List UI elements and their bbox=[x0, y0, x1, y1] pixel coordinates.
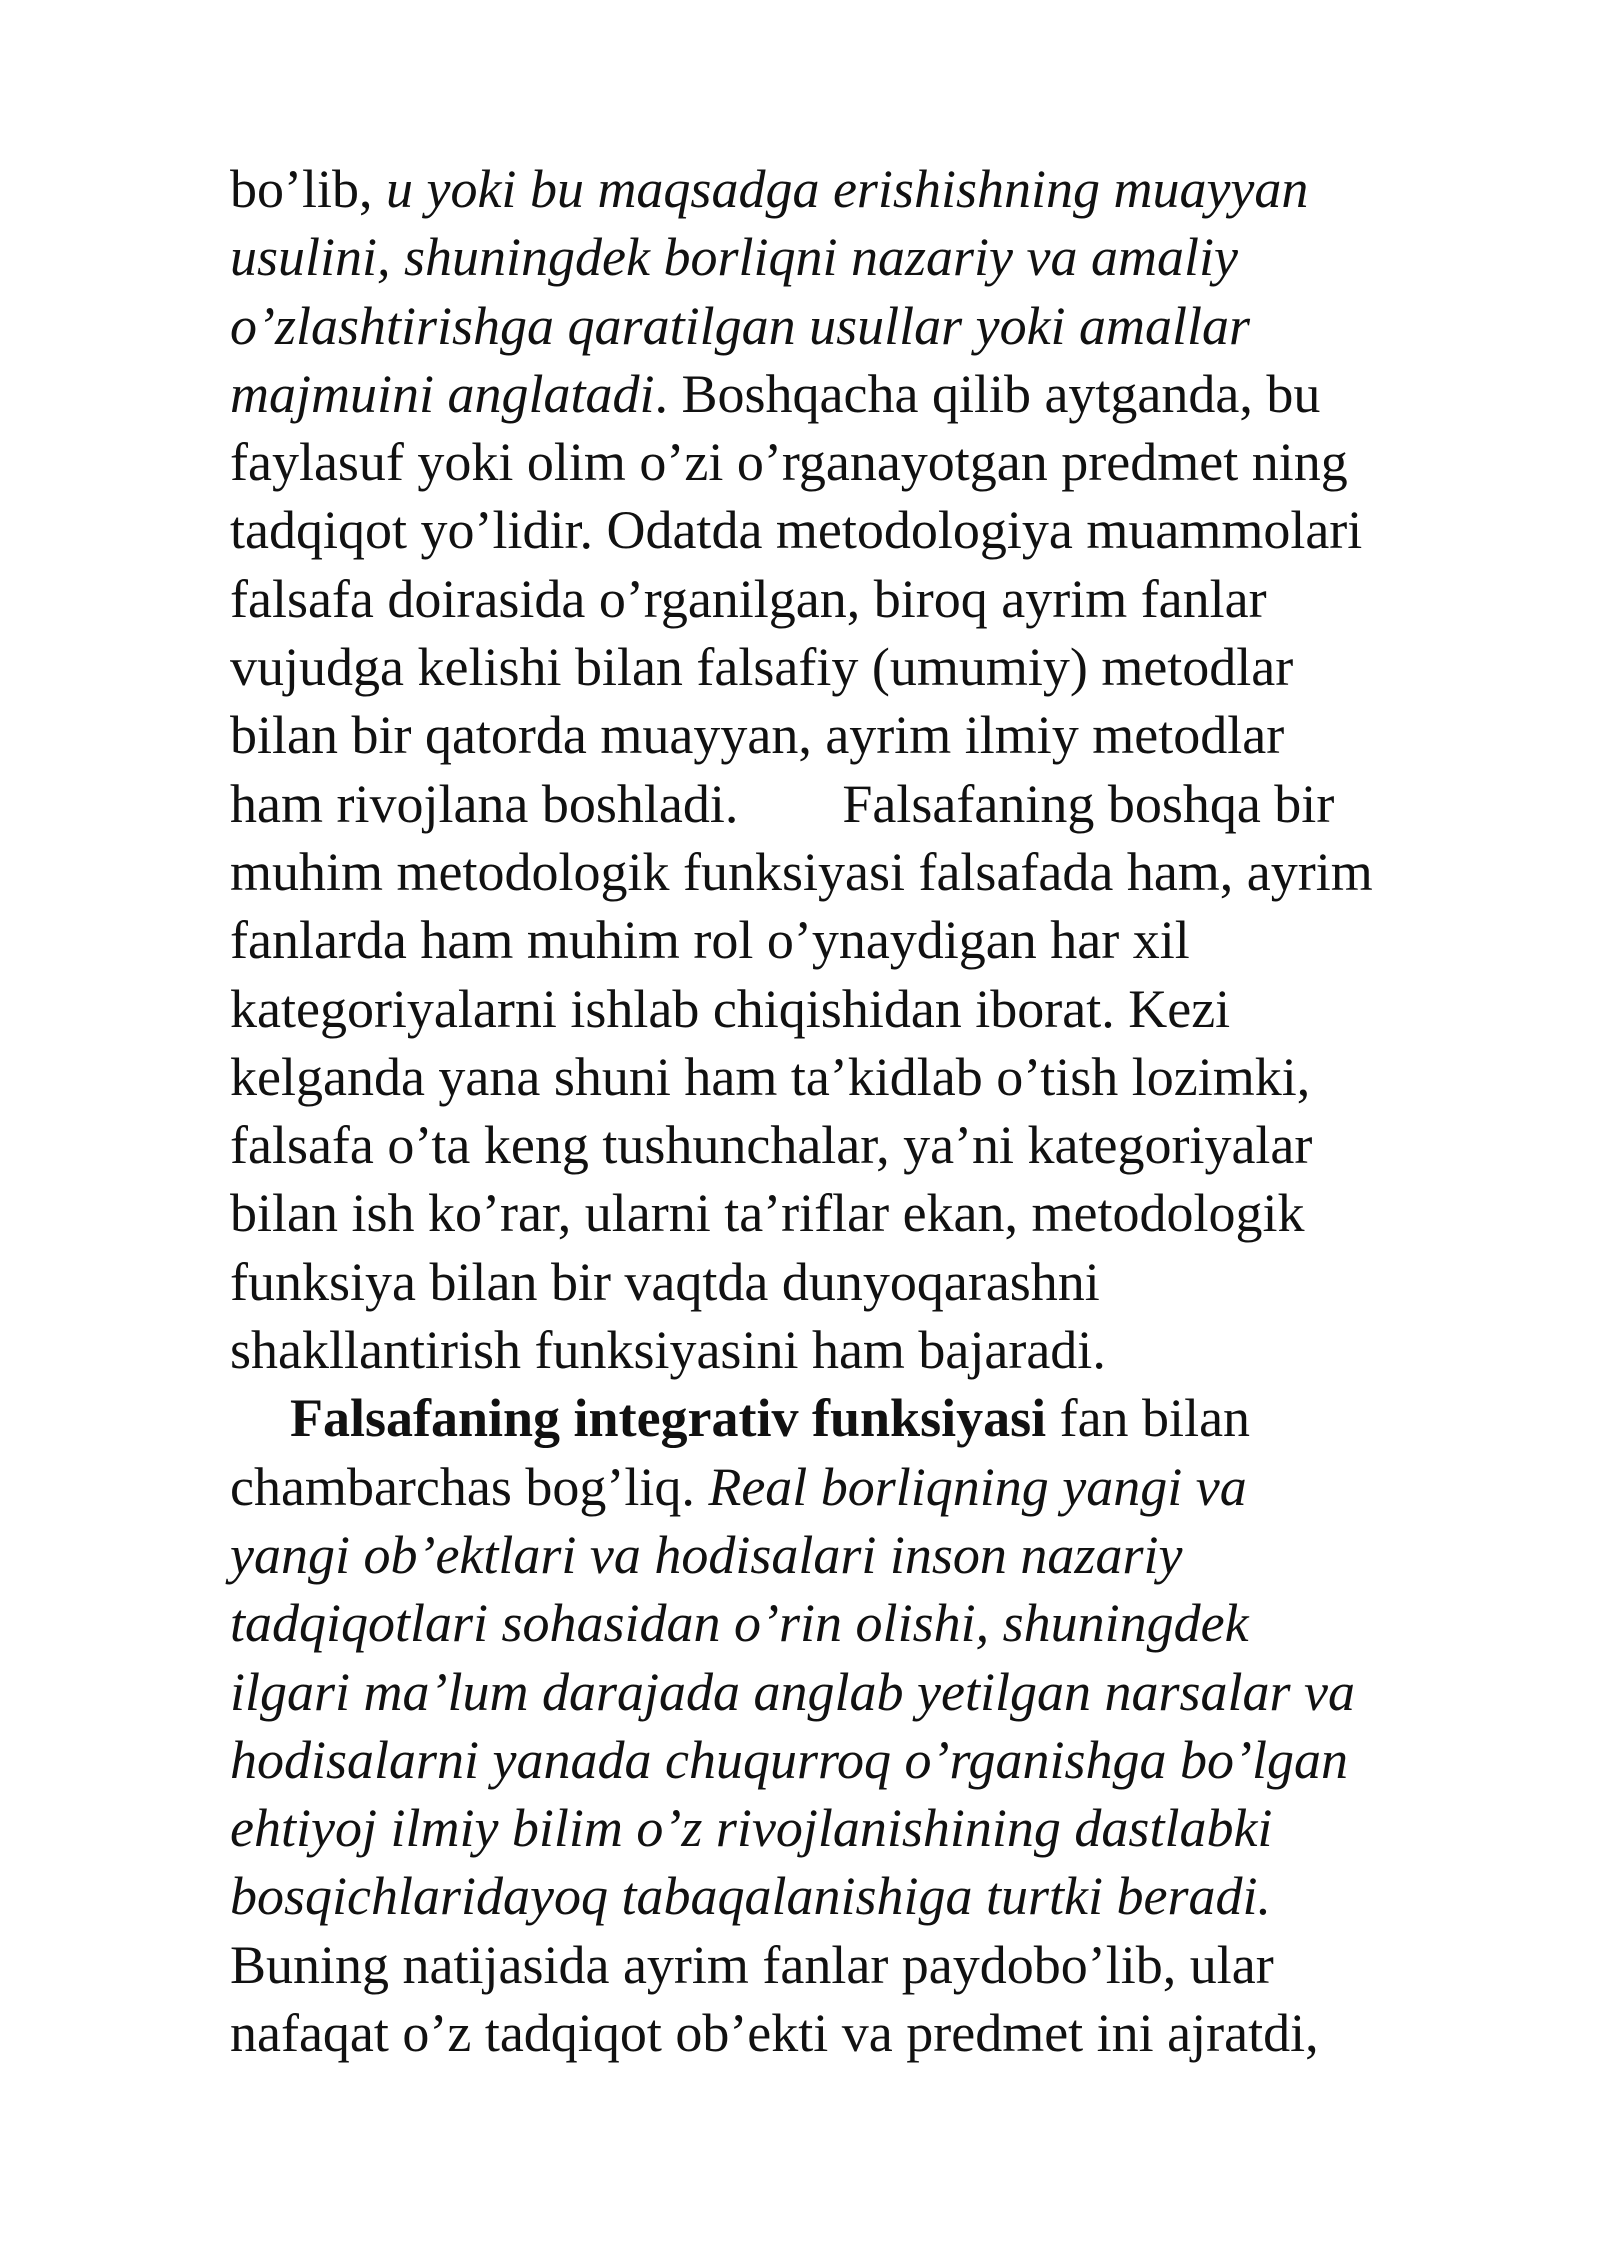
italic-text-run: bosqichlaridayoq tabaqalanishiga turtki beradi. bbox=[230, 1866, 1271, 1927]
text-run: chambarchas bog’liq. bbox=[230, 1456, 709, 1517]
italic-text-run: Real borliqning yangi va bbox=[708, 1456, 1247, 1517]
text-run: falsafa doirasida o’rganilgan, biroq ayrim fanlar bbox=[230, 568, 1267, 629]
text-run: bo’lib, bbox=[230, 159, 386, 219]
body-text bbox=[230, 155, 1530, 2067]
text-line bbox=[230, 1453, 1530, 1521]
text-run: shakllantirish funksiyasini ham bajaradi. bbox=[230, 1320, 1106, 1381]
text-line bbox=[230, 1726, 1530, 1794]
italic-text-run: usulini, shuningdek borliqni nazariy va amaliy bbox=[230, 227, 1238, 288]
text-line bbox=[230, 565, 1530, 633]
text-line bbox=[230, 1589, 1530, 1657]
text-line bbox=[230, 701, 1530, 769]
text-line bbox=[230, 223, 1530, 291]
bold-text-run: Falsafaning integrativ funksiyasi bbox=[290, 1388, 1047, 1449]
text-run: Falsafaning boshqa bir bbox=[842, 773, 1335, 834]
text-line bbox=[230, 1794, 1530, 1862]
italic-text-run: ehtiyoj ilmiy bilim o’z rivojlanishining dastlabki bbox=[230, 1798, 1273, 1859]
text-line bbox=[230, 1111, 1530, 1179]
text-run: . Boshqacha qilib aytganda, bu bbox=[654, 363, 1321, 424]
italic-text-run: majmuini anglatadi bbox=[230, 363, 655, 424]
text-run: funksiya bilan bir vaqtda dunyoqarashni bbox=[230, 1251, 1100, 1312]
text-line bbox=[230, 1521, 1530, 1589]
text-run: muhim metodologik funksiyasi falsafada ham, ayrim bbox=[230, 841, 1373, 902]
text-run: falsafa o’ta keng tushunchalar, ya’ni kategoriyalar bbox=[230, 1115, 1313, 1176]
text-run: kelganda yana shuni ham ta’kidlab o’tish lozimki, bbox=[230, 1046, 1311, 1107]
text-run: kategoriyalarni ishlab chiqishidan iborat. Kezi bbox=[230, 978, 1231, 1039]
text-line bbox=[230, 1658, 1530, 1726]
text-run: tadqiqot yo’lidir. Odatda metodologiya muammolari bbox=[230, 500, 1363, 561]
text-run: nafaqat o’z tadqiqot ob’ekti va predmet ini ajratdi, bbox=[230, 2003, 1319, 2064]
text-run: faylasuf yoki olim o’zi o’rganayotgan predmet ning bbox=[230, 432, 1348, 493]
italic-text-run: yangi ob’ektlari va hodisalari inson nazariy bbox=[230, 1524, 1183, 1585]
text-line bbox=[230, 770, 1530, 838]
text-run: fanlarda ham muhim rol o’ynaydigan har xil bbox=[230, 910, 1190, 971]
text-line bbox=[230, 1179, 1530, 1247]
text-line bbox=[230, 1316, 1530, 1384]
text-run: vujudga kelishi bilan falsafiy (umumiy) metodlar bbox=[230, 637, 1294, 698]
italic-text-run: ilgari ma’lum darajada anglab yetilgan narsalar va bbox=[230, 1661, 1355, 1722]
text-line bbox=[230, 1999, 1530, 2067]
text-line bbox=[230, 496, 1530, 564]
text-line bbox=[230, 292, 1530, 360]
text-run: ham rivojlana boshladi. bbox=[230, 773, 739, 834]
text-line bbox=[230, 1862, 1530, 1930]
text-line bbox=[230, 1384, 1530, 1452]
italic-text-run: u yoki bu maqsadga erishishning muayyan bbox=[386, 159, 1309, 219]
text-line bbox=[230, 975, 1530, 1043]
text-run: Buning natijasida ayrim fanlar paydobo’lib, ular bbox=[230, 1934, 1274, 1995]
text-line bbox=[230, 906, 1530, 974]
text-line bbox=[230, 838, 1530, 906]
text-line bbox=[230, 1248, 1530, 1316]
italic-text-run: o’zlashtirishga qaratilgan usullar yoki amallar bbox=[230, 295, 1251, 356]
text-line bbox=[230, 428, 1530, 496]
italic-text-run: tadqiqotlari sohasidan o’rin olishi, shuningdek bbox=[230, 1593, 1249, 1654]
text-line bbox=[230, 1043, 1530, 1111]
text-line bbox=[230, 633, 1530, 701]
text-run: bilan ish ko’rar, ularni ta’riflar ekan, metodologik bbox=[230, 1183, 1305, 1244]
italic-text-run: hodisalarni yanada chuqurroq o’rganishga bo’lgan bbox=[230, 1729, 1348, 1790]
text-line bbox=[230, 155, 1530, 223]
text-run: fan bilan bbox=[1046, 1388, 1251, 1449]
text-line bbox=[230, 360, 1530, 428]
text-run: bilan bir qatorda muayyan, ayrim ilmiy metodlar bbox=[230, 705, 1285, 766]
text-line bbox=[230, 1931, 1530, 1999]
